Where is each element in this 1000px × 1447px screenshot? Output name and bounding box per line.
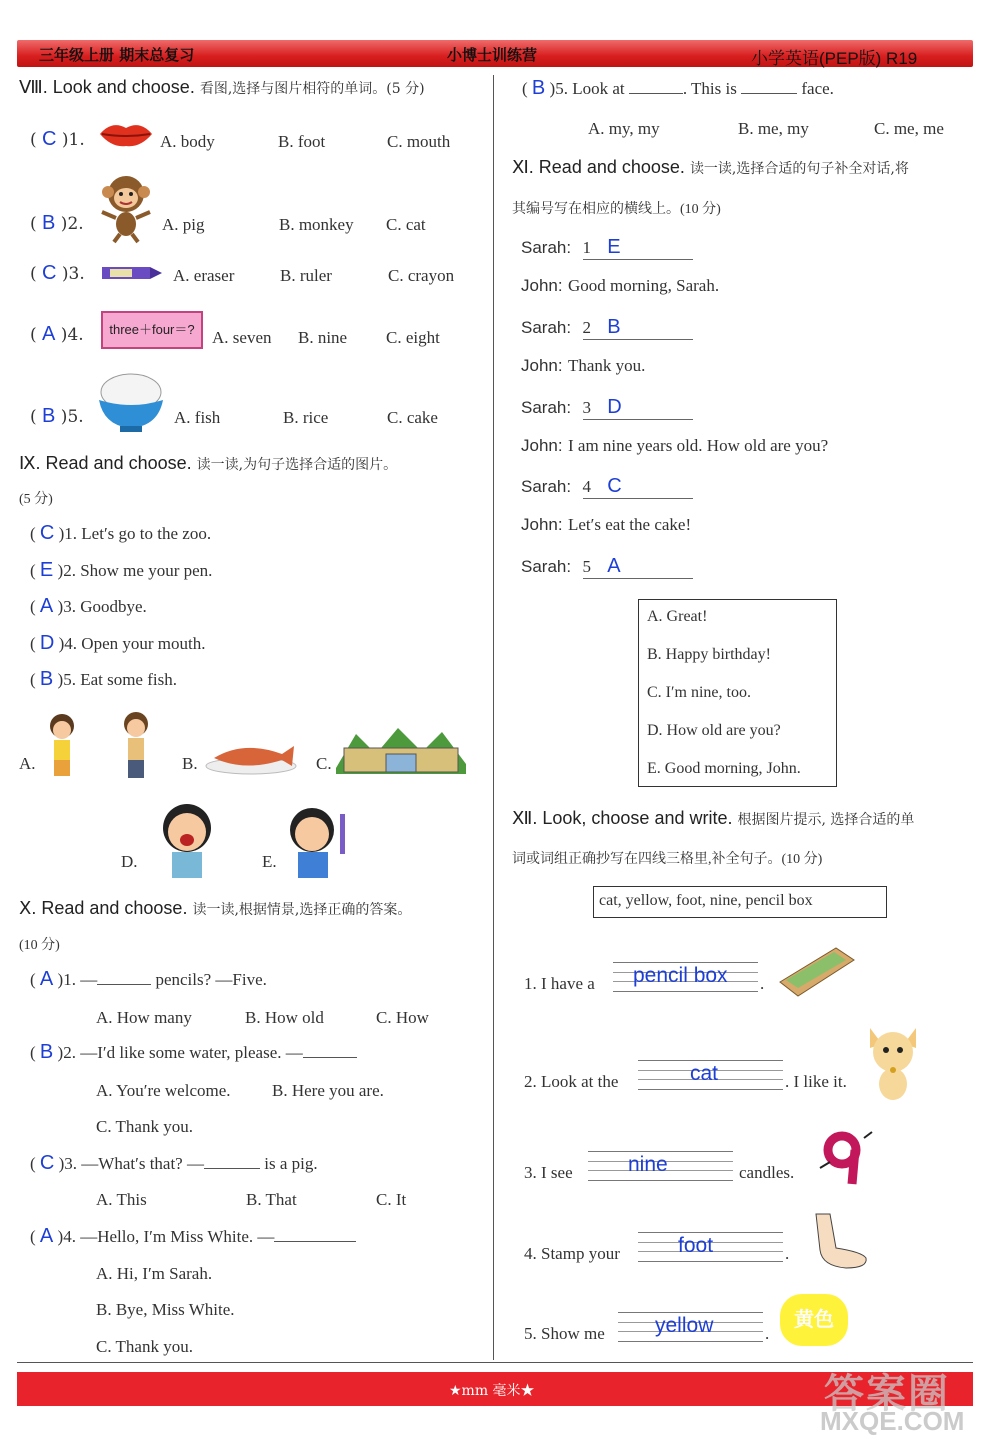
sec12-4-pre: 4. Stamp your: [524, 1244, 620, 1263]
sec8-5-a: A. fish: [174, 408, 221, 427]
sec10-q5-a: A. my, my: [588, 119, 660, 138]
sec12-3-post: candles.: [739, 1163, 795, 1182]
sec12-1-post: .: [760, 974, 765, 993]
sec10-q3-a: A. This: [96, 1190, 147, 1209]
sec12-1-answer: pencil box: [633, 964, 728, 987]
sec12-3-answer: nine: [628, 1153, 668, 1176]
header-left: 三年级上册 期末总复习: [39, 46, 195, 64]
section-10-title: Ⅹ. Read and choose. 读一读,根据情景,选择正确的答案。: [19, 898, 412, 918]
sec10-q3-b: B. That: [246, 1190, 297, 1209]
sec8-3-a: A. eraser: [173, 266, 235, 285]
sec9-item-3: ( A )3. Goodbye.: [30, 595, 147, 617]
pic-label-b: B.: [182, 754, 198, 773]
section-11-title: Ⅺ. Read and choose. 读一读,选择合适的句子补全对话,将: [512, 157, 909, 177]
sec8-3-b: B. ruler: [280, 266, 332, 285]
sec10-q1-a: A. How many: [96, 1008, 192, 1027]
dialogue-line-6: John: I am nine years old. How old are you?: [521, 436, 829, 455]
sec12-4-answer: foot: [678, 1234, 714, 1257]
sec12-2-pre: 2. Look at the: [524, 1072, 619, 1091]
sec8-1-a: A. body: [160, 132, 215, 151]
lips-icon: [98, 120, 154, 148]
sec10-q1-b: B. How old: [245, 1008, 324, 1027]
sec9-item-4: ( D )4. Open your mouth.: [30, 632, 206, 654]
sec10-q4-a: A. Hi, I′m Sarah.: [96, 1264, 213, 1283]
sec10-q2-b: B. Here you are.: [272, 1081, 384, 1100]
rice-bowl-icon: [96, 370, 166, 436]
dialogue-line-7: Sarah: 4 C: [521, 475, 693, 499]
sec10-q1: ( A )1. — pencils? —Five.: [30, 968, 267, 990]
dialogue-options-box: [638, 599, 837, 787]
sec10-q2-a: A. You′re welcome.: [96, 1081, 231, 1100]
section-11-title-2: 其编号写在相应的横线上。(10 分): [512, 202, 721, 217]
dialogue-line-3: Sarah: 2 B: [521, 316, 693, 340]
sec10-q5: ( B )5. Look at . This is face.: [522, 77, 834, 99]
sec10-q4-c: C. Thank you.: [96, 1337, 193, 1356]
sec8-2-c: C. cat: [386, 215, 426, 234]
dialogue-line-8: John: Let′s eat the cake!: [521, 515, 692, 534]
sec8-5-b: B. rice: [283, 408, 329, 427]
math-card: three＋four＝?: [101, 311, 203, 349]
section-10-score: (10 分): [19, 938, 60, 953]
sec10-q4: ( A )4. —Hello, I′m Miss White. —: [30, 1225, 356, 1248]
sec8-2-a: A. pig: [162, 215, 205, 234]
sec8-item-2: ( B )2.: [30, 212, 84, 234]
sec12-5-post: .: [765, 1324, 770, 1343]
pic-label-c: C.: [316, 754, 332, 773]
kids-waving-icon: [36, 710, 166, 782]
boy-open-mouth-icon: [146, 800, 228, 880]
sec12-4-post: .: [785, 1244, 790, 1263]
sec12-2-post: . I like it.: [785, 1072, 847, 1091]
sec9-item-5: ( B )5. Eat some fish.: [30, 668, 177, 690]
column-divider: [493, 75, 494, 1360]
option-c: C. I′m nine, too.: [647, 684, 751, 701]
section-12-title-2: 词或词组正确抄写在四线三格里,补全句子。(10 分): [512, 852, 823, 867]
section-12-title: Ⅻ. Look, choose and write. 根据图片提示, 选择合适的单: [512, 808, 915, 828]
sec10-q3: ( C )3. —What′s that? — is a pig.: [30, 1152, 318, 1174]
sec9-item-2: ( E )2. Show me your pen.: [30, 559, 213, 581]
monkey-icon: [96, 172, 156, 244]
sec8-1-c: C. mouth: [387, 132, 451, 151]
fish-plate-icon: [204, 736, 298, 776]
header-bar: [17, 40, 973, 67]
zoo-gate-icon: [336, 724, 466, 774]
option-e: E. Good morning, John.: [647, 760, 801, 777]
sec8-4-c: C. eight: [386, 328, 440, 347]
sec10-q1-c: C. How: [376, 1008, 429, 1027]
sec12-2-answer: cat: [690, 1062, 719, 1085]
dialogue-line-4: John: Thank you.: [521, 356, 646, 375]
header-center: 小博士训练营: [447, 46, 538, 64]
sec12-5-pre: 5. Show me: [524, 1324, 605, 1343]
number-nine-icon: [814, 1128, 874, 1192]
crayon-icon: [100, 265, 164, 281]
sec8-item-3: ( C )3.: [30, 262, 85, 284]
foot-icon: [806, 1212, 870, 1272]
sec8-1-b: B. foot: [278, 132, 326, 151]
sec10-q5-c: C. me, me: [874, 119, 944, 138]
header-right: 小学英语(PEP版) R19: [751, 49, 918, 68]
dialogue-line-5: Sarah: 3 D: [521, 396, 693, 420]
dialogue-line-2: John: Good morning, Sarah.: [521, 276, 720, 295]
sec12-3-pre: 3. I see: [524, 1163, 573, 1182]
sec10-q5-b: B. me, my: [738, 119, 809, 138]
pic-label-e: E.: [262, 852, 277, 871]
sec8-item-1: ( C )1.: [30, 128, 85, 150]
pencil-box-icon: [776, 942, 856, 1000]
yellow-swatch: 黄色: [780, 1294, 848, 1346]
footer-text: ★mm 毫米★: [449, 1383, 535, 1399]
option-a: A. Great!: [647, 608, 708, 625]
sec8-4-b: B. nine: [298, 328, 348, 347]
option-b: B. Happy birthday!: [647, 646, 771, 663]
section-9-title: Ⅸ. Read and choose. 读一读,为句子选择合适的图片。: [19, 453, 398, 473]
section-9-score: (5 分): [19, 492, 53, 507]
watermark-url: MXQE.COM: [820, 1406, 965, 1436]
dialogue-line-1: Sarah: 1 E: [521, 236, 693, 260]
boy-pen-icon: [282, 804, 354, 880]
section-8-title: Ⅷ. Look and choose. 看图,选择与图片相符的单词。(5 分): [19, 77, 425, 97]
pic-label-a: A.: [19, 754, 36, 773]
sec8-2-b: B. monkey: [279, 215, 354, 234]
sec12-5-answer: yellow: [655, 1314, 714, 1337]
sec10-q2-c: C. Thank you.: [96, 1117, 193, 1136]
watermark-logo: 答案圈: [824, 1372, 950, 1416]
sec10-q4-b: B. Bye, Miss White.: [96, 1300, 235, 1319]
sec10-q2: ( B )2. —I′d like some water, please. —: [30, 1041, 357, 1064]
sec10-q3-c: C. It: [376, 1190, 407, 1209]
sec8-item-4: ( A )4.: [30, 323, 84, 345]
sec9-item-1: ( C )1. Let′s go to the zoo.: [30, 522, 212, 544]
sec12-1-pre: 1. I have a: [524, 974, 595, 993]
sec8-5-c: C. cake: [387, 408, 438, 427]
sec8-item-5: ( B )5.: [30, 405, 84, 427]
sec8-3-c: C. crayon: [388, 266, 455, 285]
word-bank: cat, yellow, foot, nine, pencil box: [593, 886, 887, 918]
sec8-4-a: A. seven: [212, 328, 272, 347]
option-d: D. How old are you?: [647, 722, 781, 739]
pic-label-d: D.: [121, 852, 138, 871]
dialogue-line-9: Sarah: 5 A: [521, 555, 693, 579]
cat-icon: [862, 1024, 924, 1104]
